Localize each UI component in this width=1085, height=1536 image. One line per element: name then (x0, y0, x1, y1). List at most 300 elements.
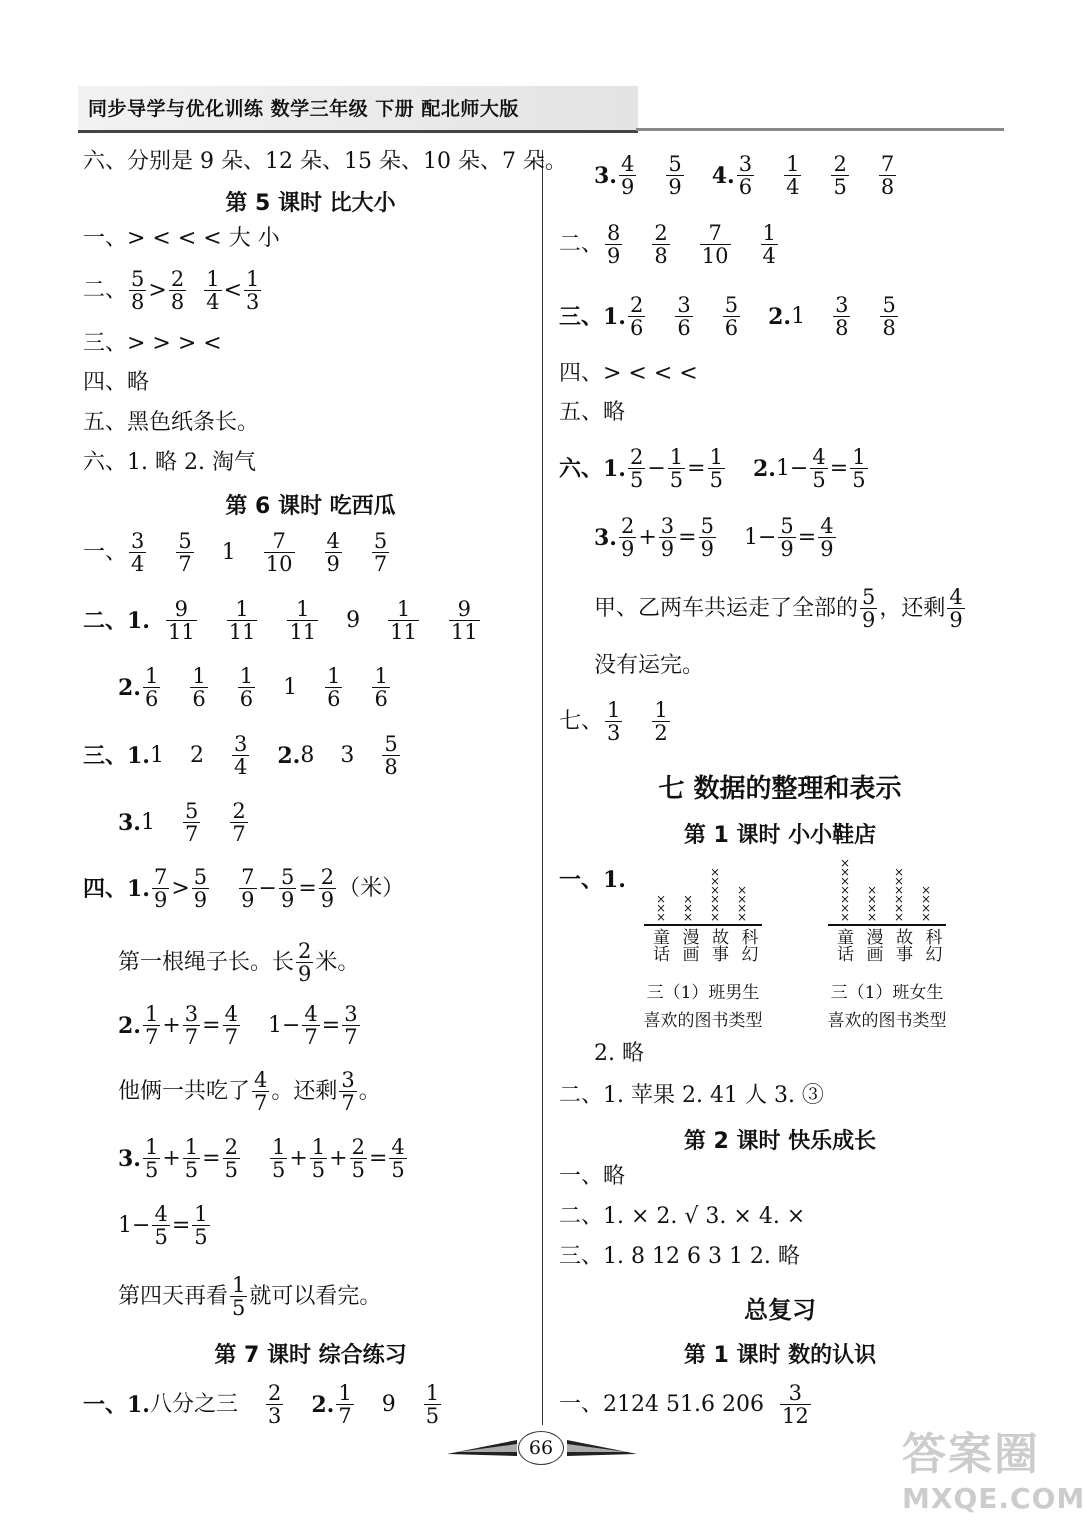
fraction (699, 515, 716, 560)
answer-line: 没有运完。 (594, 653, 705, 678)
denominator: 6 (374, 687, 388, 712)
numerator: 1 (311, 1135, 326, 1159)
denominator: 7 (373, 552, 388, 577)
fraction (143, 1136, 160, 1181)
numerator: 5 (178, 529, 192, 553)
denominator: 4 (233, 755, 248, 780)
denominator: 11 (390, 620, 417, 645)
category-label: 故事 (891, 928, 912, 962)
tally-column: × × × × (736, 883, 748, 924)
numerator: 4 (326, 529, 340, 553)
denominator: 5 (351, 1158, 365, 1183)
fraction (143, 665, 160, 710)
fraction (810, 446, 827, 491)
denominator: 8 (384, 755, 398, 780)
answer-line: 四、略 (83, 370, 150, 395)
fraction (310, 1136, 327, 1181)
answer-line: 2. $\frac{1}{7}$ + $\frac{3}{7}$ = $\frac{4}{7}$ 1− $\frac{4}{7}$ = $\frac{3}{7}$ (118, 1002, 358, 1050)
numerator: 5 (780, 514, 794, 538)
numerator: 1 (669, 445, 684, 469)
fraction (176, 530, 193, 575)
numerator: 1 (235, 597, 249, 621)
fraction (266, 1382, 283, 1427)
answer-line: 三、> > > < (83, 331, 222, 356)
denominator: 5 (184, 1158, 199, 1183)
numerator: 5 (862, 585, 876, 609)
numerator: 1 (194, 1202, 208, 1226)
denominator: 11 (450, 620, 478, 645)
denominator: 6 (192, 687, 206, 712)
denominator: 5 (391, 1158, 405, 1183)
numerator: 4 (949, 585, 963, 609)
numerator: 9 (174, 597, 189, 621)
answer-line: 二、1. 苹果 2. 41 人 3. ③ (559, 1083, 824, 1108)
column-divider (542, 150, 543, 1425)
category-label: 漫画 (678, 928, 699, 962)
answer-line: 一、1. (559, 867, 626, 893)
fraction (947, 586, 964, 631)
denominator: 7 (338, 1404, 352, 1429)
answer-line: 一、2124 51.6 206 $\frac{3}{12}$ (559, 1381, 809, 1429)
denominator: 3 (267, 1404, 282, 1429)
denominator: 7 (344, 1025, 358, 1050)
fraction (831, 153, 848, 198)
numerator: 5 (184, 799, 199, 823)
fraction (619, 515, 636, 560)
denominator: 7 (224, 1025, 238, 1050)
lesson-title: 第 2 课时 快乐成长 (683, 1129, 877, 1154)
category-label: 科幻 (737, 928, 758, 962)
denominator: 4 (131, 552, 145, 577)
numerator: 2 (267, 1381, 282, 1405)
fraction (129, 268, 146, 313)
answer-line: 三、1. $\frac{2}{6}$ $\frac{3}{6}$ $\frac{5}{6}$ 2. 1 $\frac{3}{8}$ $\frac{5}{8}$ (559, 293, 896, 341)
numerator: 4 (620, 152, 635, 176)
numerator: 1 (425, 1381, 440, 1405)
denominator: 8 (131, 290, 145, 315)
tally-column: × × × × (920, 883, 932, 924)
numerator: 7 (241, 865, 255, 889)
numerator: 1 (192, 664, 206, 688)
fraction (143, 1003, 160, 1048)
fraction (325, 665, 342, 710)
denominator: 9 (700, 537, 714, 562)
fraction (668, 446, 685, 491)
fraction (244, 268, 261, 313)
fraction (879, 153, 896, 198)
fraction (424, 1382, 441, 1427)
numerator: 7 (880, 152, 895, 176)
numerator: 3 (233, 732, 248, 756)
fraction (319, 866, 336, 911)
chart-caption: 三（1）班男生 (646, 983, 760, 1003)
denominator: 10 (701, 244, 729, 269)
numerator: 3 (788, 1381, 802, 1405)
denominator: 9 (280, 888, 295, 913)
numerator: 2 (654, 221, 668, 245)
fraction (666, 153, 683, 198)
numerator: 1 (786, 152, 800, 176)
denominator: 9 (949, 608, 963, 633)
fraction (350, 1136, 367, 1181)
denominator: 7 (178, 552, 192, 577)
denominator: 5 (144, 1158, 159, 1183)
fraction (169, 268, 186, 313)
numerator: 1 (607, 698, 621, 722)
fraction (264, 530, 295, 575)
fraction (223, 1003, 240, 1048)
numerator: 5 (373, 529, 388, 553)
tally-column: × × × × × × (893, 865, 905, 924)
denominator: 9 (326, 552, 340, 577)
denominator: 7 (184, 822, 199, 847)
numerator: 4 (820, 514, 834, 538)
fraction (192, 1203, 209, 1248)
denominator: 11 (289, 620, 317, 645)
fraction (239, 866, 256, 911)
numerator: 5 (668, 152, 682, 176)
numerator: 4 (224, 1002, 238, 1026)
numerator: 9 (457, 597, 471, 621)
denominator: 8 (654, 244, 668, 269)
denominator: 7 (304, 1025, 318, 1050)
fraction (860, 586, 877, 631)
denominator: 9 (780, 537, 794, 562)
numerator: 1 (206, 267, 220, 291)
answer-line: 六、1. $\frac{2}{5}$ − $\frac{1}{5}$ = $\frac{1}{5}$ 2. 1− $\frac{4}{5}$ = $\frac{1}{5}$ (559, 445, 866, 493)
denominator: 6 (144, 687, 159, 712)
denominator: 7 (341, 1091, 355, 1116)
denominator: 9 (607, 244, 621, 269)
denominator: 4 (786, 175, 800, 200)
lesson-title: 第 6 课时 吃西瓜 (225, 494, 396, 519)
answer-line: 3. $\frac{4}{9}$ $\frac{5}{9}$ 4. $\frac{3}{6}$ $\frac{1}{4}$ $\frac{2}{5}$ $\frac{7}{8}$ (594, 152, 895, 200)
numerator: 1 (374, 664, 388, 688)
fraction (372, 665, 389, 710)
denominator: 2 (654, 721, 668, 746)
numerator: 1 (762, 221, 776, 245)
denominator: 6 (629, 316, 644, 341)
denominator: 5 (425, 1404, 440, 1429)
answer-line: 甲、乙两车共运走了全部的 $\frac{5}{9}$ ，还剩 $\frac{4}{9}$ (594, 585, 963, 633)
answer-line: 二、 $\frac{5}{8}$ > $\frac{2}{8}$ $\frac{1}{4}$ < $\frac{1}{3}$ (83, 267, 260, 315)
lesson-title: 第 1 课时 小小鞋店 (683, 823, 877, 848)
fraction (784, 153, 801, 198)
fraction (342, 1003, 359, 1048)
numerator: 5 (280, 865, 295, 889)
denominator: 7 (254, 1091, 268, 1116)
numerator: 1 (852, 445, 866, 469)
numerator: 4 (154, 1202, 168, 1226)
fraction (388, 598, 419, 643)
fraction (296, 940, 313, 985)
fraction (761, 222, 778, 267)
numerator: 4 (391, 1135, 405, 1159)
denominator: 11 (167, 620, 195, 645)
numerator: 5 (700, 514, 714, 538)
denominator: 7 (232, 822, 246, 847)
answer-line: 他俩一共吃了 $\frac{4}{7}$ 。还剩 $\frac{3}{7}$ 。 (118, 1068, 381, 1116)
fraction (850, 446, 867, 491)
numerator: 4 (254, 1068, 268, 1092)
numerator: 7 (153, 865, 168, 889)
numerator: 3 (660, 514, 675, 538)
numerator: 1 (296, 597, 310, 621)
answer-line: 七、 $\frac{1}{3}$ $\frac{1}{2}$ (559, 698, 668, 746)
answer-line: 3. $\frac{1}{5}$ + $\frac{1}{5}$ = $\frac{2}{5}$ $\frac{1}{5}$ + $\frac{1}{5}$ + $\frac{2}{5}$ = $\frac{4}{5}$ (118, 1135, 405, 1183)
fraction (723, 294, 740, 339)
denominator: 5 (311, 1158, 326, 1183)
denominator: 5 (629, 468, 644, 493)
fraction (192, 866, 209, 911)
answer-line: 3. 1 $\frac{5}{7}$ $\frac{2}{7}$ (118, 799, 246, 847)
denominator: 4 (206, 290, 220, 315)
answer-line: 三、1. 1 2 $\frac{3}{4}$ 2. 8 3 $\frac{5}{8}$ (83, 732, 398, 780)
fraction (230, 800, 247, 845)
lesson-title: 第 1 课时 数的认识 (683, 1343, 877, 1368)
numerator: 8 (607, 221, 621, 245)
numerator: 2 (620, 514, 635, 538)
numerator: 2 (629, 293, 644, 317)
numerator: 1 (184, 1135, 199, 1159)
numerator: 1 (654, 698, 668, 722)
denominator: 9 (660, 537, 675, 562)
numerator: 1 (232, 1273, 246, 1297)
denominator: 5 (224, 1158, 238, 1183)
denominator: 9 (668, 175, 682, 200)
fraction (675, 294, 692, 339)
denominator: 6 (677, 316, 691, 341)
fraction (818, 515, 835, 560)
numerator: 2 (629, 445, 644, 469)
fraction (238, 665, 255, 710)
answer-line: 第四天再看 $\frac{1}{5}$ 就可以看完。 (118, 1273, 382, 1321)
denominator: 5 (271, 1158, 286, 1183)
denominator: 9 (320, 888, 335, 913)
denominator: 9 (241, 888, 255, 913)
fraction (339, 1069, 356, 1114)
numerator: 3 (184, 1002, 199, 1026)
denominator: 6 (724, 316, 739, 341)
denominator: 5 (852, 468, 866, 493)
denominator: 7 (184, 1025, 199, 1050)
answer-line: 一、略 (559, 1164, 626, 1189)
answer-line: 1− $\frac{4}{5}$ = $\frac{1}{5}$ (118, 1202, 208, 1250)
numerator: 1 (144, 664, 159, 688)
fraction (833, 294, 850, 339)
fraction (700, 222, 731, 267)
chart-caption: 喜欢的图书类型 (827, 1011, 947, 1031)
denominator: 9 (620, 537, 635, 562)
denominator: 5 (154, 1225, 168, 1250)
answer-line: 四、> < < < (559, 361, 698, 386)
denominator: 3 (607, 721, 621, 746)
category-label: 故事 (707, 928, 728, 962)
numerator: 2 (833, 152, 847, 176)
denominator: 10 (265, 552, 293, 577)
header-banner (78, 86, 638, 133)
denominator: 8 (882, 316, 896, 341)
fraction (325, 530, 342, 575)
fraction (252, 1069, 269, 1114)
numerator: 1 (709, 445, 723, 469)
denominator: 5 (194, 1225, 208, 1250)
numerator: 7 (272, 529, 286, 553)
chart-caption: 三（1）班女生 (830, 983, 944, 1003)
tally-baseline (828, 924, 946, 926)
fraction (183, 1003, 200, 1048)
denominator: 5 (812, 468, 826, 493)
tally-column: × × × × (866, 883, 878, 924)
denominator: 9 (153, 888, 168, 913)
fraction (270, 1136, 287, 1181)
denominator: 9 (193, 888, 208, 913)
numerator: 5 (193, 865, 208, 889)
denominator: 11 (228, 620, 256, 645)
answer-line: 第一根绳子长。长 $\frac{2}{9}$ 米。 (118, 939, 360, 987)
fraction (778, 515, 795, 560)
watermark-text: 答案圈 (902, 1429, 1040, 1480)
numerator: 2 (298, 939, 312, 963)
numerator: 2 (351, 1135, 365, 1159)
denominator: 12 (781, 1404, 809, 1429)
tally-column: × × × (682, 892, 694, 924)
answer-line: 六、1. 略 2. 淘气 (83, 450, 256, 475)
header-title: 同步导学与优化训练 数学三年级 下册 配北师大版 (88, 98, 519, 120)
denominator: 8 (880, 175, 895, 200)
numerator: 1 (338, 1381, 352, 1405)
answer-line: 五、略 (559, 400, 626, 425)
numerator: 1 (144, 1135, 159, 1159)
fraction (880, 294, 897, 339)
numerator: 2 (232, 799, 246, 823)
fraction (152, 866, 169, 911)
tally-baseline (644, 924, 762, 926)
numerator: 1 (144, 1002, 159, 1026)
answer-line: 二、1. × 2. √ 3. × 4. × (559, 1204, 806, 1229)
answer-line: 四、1. $\frac{7}{9}$ > $\frac{5}{9}$ $\frac{7}{9}$ − $\frac{5}{9}$ = $\frac{2}{9}$ （米） (83, 865, 405, 913)
denominator: 8 (170, 290, 185, 315)
answer-line: 2. $\frac{1}{6}$ $\frac{1}{6}$ $\frac{1}{6}$ 1 $\frac{1}{6}$ $\frac{1}{6}$ (118, 664, 388, 712)
numerator: 1 (327, 664, 341, 688)
answer-line: 一、1. 八分之三 $\frac{2}{3}$ 2. $\frac{1}{7}$ 9 $\frac{1}{5}$ (83, 1381, 440, 1429)
numerator: 3 (341, 1068, 355, 1092)
numerator: 5 (384, 732, 398, 756)
numerator: 1 (246, 267, 260, 291)
denominator: 6 (327, 687, 341, 712)
fraction (279, 866, 296, 911)
numerator: 3 (677, 293, 691, 317)
denominator: 9 (298, 962, 312, 987)
denominator: 3 (246, 290, 260, 315)
fraction (183, 1136, 200, 1181)
unit-title: 七 数据的整理和表示 (658, 774, 902, 804)
denominator: 9 (862, 608, 876, 633)
answer-line: 六、分别是 9 朵、12 朵、15 朵、10 朵、7 朵。 (83, 149, 567, 174)
numerator: 3 (344, 1002, 358, 1026)
answer-line: 二、 $\frac{8}{9}$ $\frac{2}{8}$ $\frac{7}{10}$ $\frac{1}{4}$ (559, 221, 776, 269)
fraction (605, 699, 622, 744)
numerator: 2 (224, 1135, 238, 1159)
answer-line: 一、 $\frac{3}{4}$ $\frac{5}{7}$ 1 $\frac{7}{10}$ $\frac{4}{9}$ $\frac{5}{7}$ (83, 529, 388, 577)
fraction (389, 1136, 406, 1181)
denominator: 5 (232, 1296, 246, 1321)
fraction (628, 446, 645, 491)
fraction (336, 1382, 353, 1427)
numerator: 7 (708, 221, 722, 245)
numerator: 3 (131, 529, 145, 553)
page-number: 66 (518, 1431, 564, 1465)
denominator: 6 (239, 687, 254, 712)
section-title: 总复习 (744, 1296, 816, 1324)
fraction (737, 153, 754, 198)
answer-line: 二、1. $\frac{9}{11}$ $\frac{1}{11}$ $\frac{1}{11}$ 9 $\frac{1}{11}$ $\frac{9}{11}$ (83, 597, 478, 645)
fraction (628, 294, 645, 339)
answer-line: 一、> < < < 大 小 (83, 226, 280, 251)
numerator: 1 (396, 597, 411, 621)
fraction (223, 1136, 240, 1181)
category-label: 童话 (648, 928, 669, 962)
tally-column: × × × (655, 892, 667, 924)
fraction (372, 530, 389, 575)
header-rule (636, 128, 1004, 131)
fraction (449, 598, 480, 643)
tally-chart-girls (828, 852, 946, 1032)
fraction (129, 530, 146, 575)
watermark-text: MXQE.COM (902, 1482, 1085, 1515)
denominator: 7 (144, 1025, 159, 1050)
lesson-title: 第 5 课时 比大小 (225, 191, 396, 216)
fraction (605, 222, 622, 267)
numerator: 5 (724, 293, 739, 317)
category-label: 童话 (832, 928, 853, 962)
fraction (708, 446, 725, 491)
watermark-logo (902, 1418, 1085, 1530)
denominator: 9 (820, 537, 834, 562)
category-label: 科幻 (921, 928, 942, 962)
numerator: 1 (271, 1135, 286, 1159)
answer-line: 3. $\frac{2}{9}$ + $\frac{3}{9}$ = $\frac{5}{9}$ 1− $\frac{5}{9}$ = $\frac{4}{9}$ (594, 514, 834, 562)
numerator: 5 (882, 293, 896, 317)
fraction (166, 598, 197, 643)
fraction (302, 1003, 319, 1048)
chart-caption: 喜欢的图书类型 (643, 1011, 763, 1031)
denominator: 6 (738, 175, 753, 200)
fraction (659, 515, 676, 560)
numerator: 3 (835, 293, 849, 317)
tally-chart-boys (644, 852, 762, 1032)
fraction (652, 222, 669, 267)
fraction (190, 665, 207, 710)
tally-column: × × × × × × × (839, 856, 851, 924)
fraction (227, 598, 258, 643)
denominator: 9 (620, 175, 635, 200)
denominator: 5 (709, 468, 723, 493)
numerator: 5 (131, 267, 145, 291)
fraction (382, 733, 399, 778)
tally-column: × × × × × × (709, 865, 721, 924)
denominator: 5 (833, 175, 847, 200)
answer-line: 三、1. 8 12 6 3 1 2. 略 (559, 1244, 800, 1269)
fraction (287, 598, 318, 643)
fraction (230, 1274, 247, 1319)
fraction (619, 153, 636, 198)
denominator: 5 (669, 468, 684, 493)
category-label: 漫画 (862, 928, 883, 962)
numerator: 3 (738, 152, 753, 176)
numerator: 2 (170, 267, 185, 291)
fraction (652, 699, 669, 744)
